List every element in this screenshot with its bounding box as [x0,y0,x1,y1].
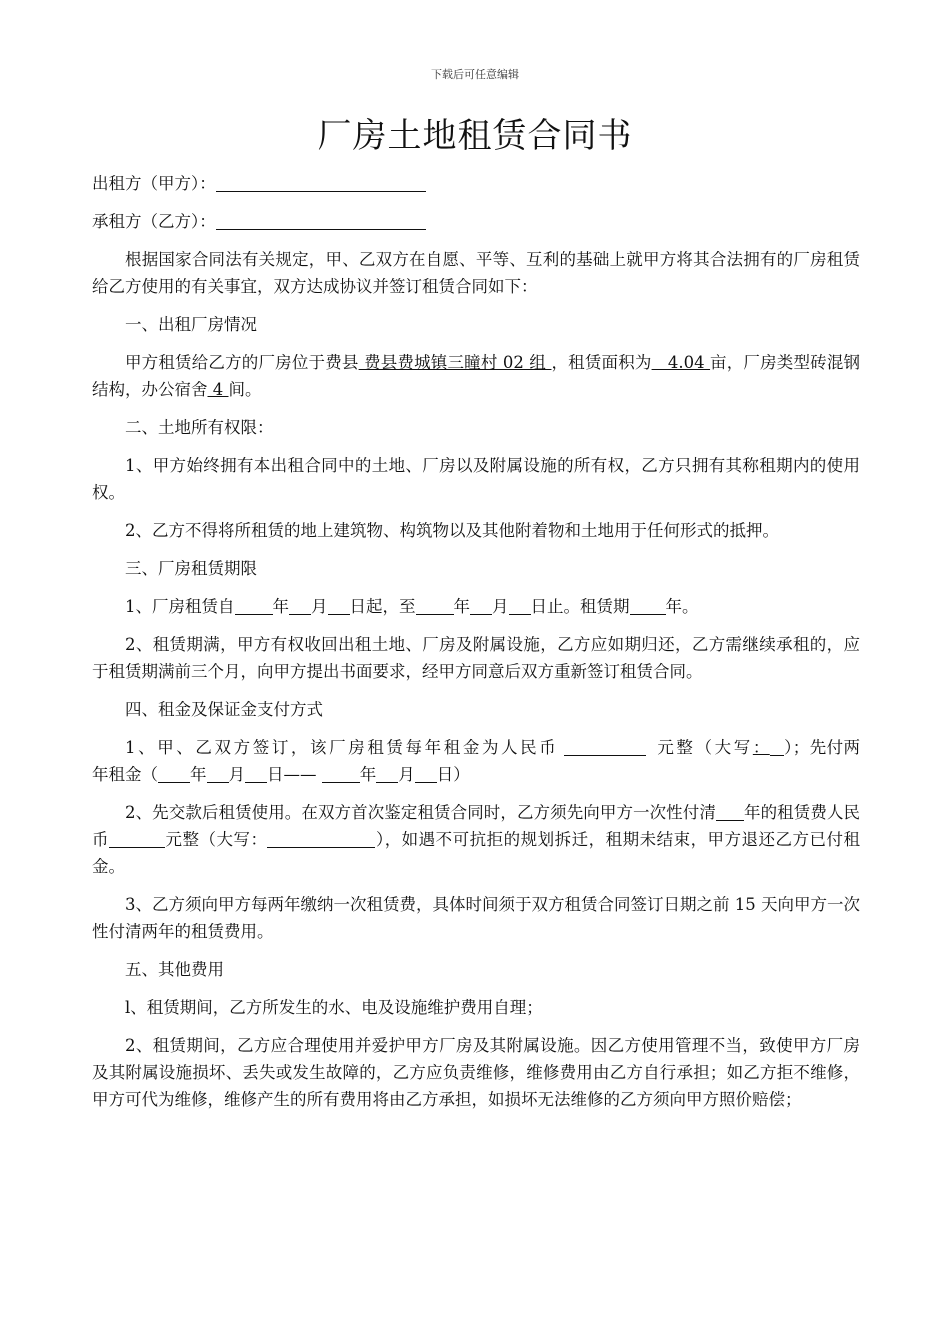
rooms-value: 4 [207,380,229,399]
text: 日起，至 [349,597,416,616]
section-5-heading: 五、其他费用 [125,960,224,979]
section-3-item-2: 2、租赁期满，甲方有权收回出租土地、厂房及附属设施，乙方应如期归还，乙方需继续承租的，应于租赁期满前三个月，向甲方提出书面要求，经甲方同意后双方重新签订租赁合同。 [92,635,860,681]
text: ），如遇不可抗拒的规划拆迁，租期未结束，甲方退还乙方已付租金。 [92,830,861,876]
lessee-line [92,208,860,235]
section-1-heading: 一、出租厂房情况 [125,315,257,334]
section-2-item-1: 1、甲方始终拥有本出租合同中的土地、厂房以及附属设施的所有权，乙方只拥有其称租期内的使用权。 [92,456,860,502]
section-4-item-1 [92,734,860,788]
text: 年 [190,765,207,784]
text: 年 [359,765,377,784]
capital-blank [770,737,784,756]
start-day-blank [328,596,350,615]
text: 月 [311,597,328,616]
section-5-item-1: l、租赁期间，乙方所发生的水、电及设施维护费用自理； [125,998,543,1017]
text: 日止。租赁期 [530,597,630,616]
start-year-blank [235,596,273,615]
text: 元整（大写： [165,830,268,849]
header-note: 下载后可任意编辑 [431,68,519,81]
section-5-item-2: 2、租赁期间，乙方应合理使用并爱护甲方厂房及其附属设施。因乙方使用管理不当，致使甲方厂房及其附属设施损坏、丢失或发生故障的，乙方应负责维修，维修费用由乙方自行承担；如乙方拒不维修，甲方可代为维修，维修产生的所有费用将由乙方承担，如损坏无法维修的乙方须向甲方照价赔偿； [92,1036,860,1109]
prepay-end-year-blank [322,764,360,783]
text: 日—— [267,765,317,784]
lessee-blank [216,211,426,230]
text: 1、甲、乙双方签订，该厂房租赁每年租金为人民币 [125,738,559,757]
text: ，租赁面积为 [551,353,652,372]
section-1-paragraph [92,349,860,403]
section-3-heading: 三、厂房租赁期限 [125,559,257,578]
text: 月 [492,597,509,616]
text: 年 [453,597,470,616]
document-body [92,170,860,1124]
text: 年的租赁费人民币 [92,803,861,849]
end-month-blank [470,596,492,615]
rent-amount-blank [109,829,165,848]
intro-paragraph: 根据国家合同法有关规定，甲、乙双方在自愿、平等、互利的基础上就甲方将其合法拥有的厂房租赁给乙方使用的有关事宜，双方达成协议并签订租赁合同如下： [92,250,860,296]
text: 年 [272,597,289,616]
prepay-end-day-blank [415,764,437,783]
text: 月 [228,765,245,784]
start-month-blank [289,596,311,615]
prepay-start-day-blank [245,764,267,783]
lessor-label: 出租方（甲方）： [92,174,216,193]
prepay-end-month-blank [376,764,398,783]
text: ）；先付两年租金（ [92,738,860,784]
text: 2、先交款后租赁使用。在双方首次鉴定租赁合同时，乙方须先向甲方一次性付清 [125,803,716,822]
lessee-label: 承租方（乙方）： [92,212,216,231]
prepay-years-blank [716,802,744,821]
text: 亩，厂房类型砖混钢结构，办公宿舍 [92,353,861,399]
text: 日） [436,765,470,784]
area-value: 4.04 [651,353,711,372]
annual-rent-blank [564,737,646,756]
section-2-heading: 二、土地所有权限： [125,418,274,437]
document-title: 厂房土地租赁合同书 [317,116,633,156]
text: 年。 [665,597,699,616]
lessor-blank [216,173,426,192]
section-3-item-1 [92,593,860,620]
text: 间。 [228,380,262,399]
text: 甲方租赁给乙方的厂房位于费县 [125,353,359,372]
section-4-heading: 四、租金及保证金支付方式 [125,700,323,719]
text: 元整（大写 [657,738,753,757]
term-blank [630,596,666,615]
rent-capital-blank [267,829,375,848]
text: ： [752,738,770,757]
end-day-blank [509,596,531,615]
section-4-item-2 [92,799,860,880]
section-4-item-3: 3、乙方须向甲方每两年缴纳一次租赁费，具体时间须于双方租赁合同签订日期之前 15 天向甲方一次性付清两年的租赁费用。 [92,895,860,941]
prepay-start-year-blank [158,764,190,783]
prepay-start-month-blank [207,764,229,783]
section-2-item-2: 2、乙方不得将所租赁的地上建筑物、构筑物以及其他附着物和土地用于任何形式的抵押。 [125,521,779,540]
text: 1、厂房租赁自 [125,597,235,616]
location-value: 费县费城镇三瞳村 02 组 [358,353,552,372]
lessor-line [92,170,860,197]
end-year-blank [416,596,454,615]
text: 月 [398,765,415,784]
